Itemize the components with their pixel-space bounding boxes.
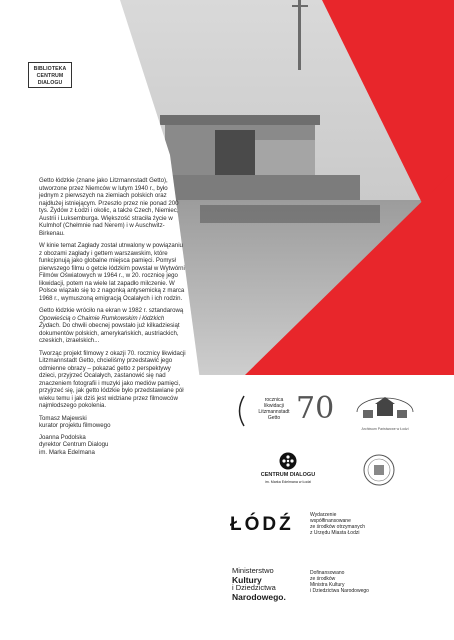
- lodz-logo: [230, 514, 294, 544]
- signature-role: im. Marka Edelmana: [39, 448, 95, 456]
- signature-1: [39, 415, 187, 430]
- logo-line-2: CENTRUM: [36, 73, 64, 79]
- seal-logo: [363, 454, 395, 489]
- sponsor-logos: [230, 392, 430, 612]
- signature-2: [39, 434, 187, 457]
- anniversary-text: rocznica likwidacji Litzmannstadt Getto: [258, 397, 290, 421]
- paragraph-1: Getto łódzkie (znane jako Litzmannstadt Getto), utworzone przez Niemców w lutym 1940 r., było jednym z pierwszych na ziemiach polskich oraz najdłużej istniejącym. Przeszło przez nie ponad 200 tys. Żydów z Łodzi i okolic, a także Czech, Niemiec, Austrii i Luksemburga. Większość straciła życie w Kulmhof (Chełmnie nad Nerem) i w Auschwitz-Birkenau.: [39, 177, 179, 237]
- archive-emblem-icon: [355, 394, 415, 424]
- lodz-funding-text: Wydarzenie współfinansowane ze środków otrzymanych z Urzędu Miasta Łodzi: [310, 512, 366, 536]
- centrum-dialogu-name: CENTRUM DIALOGU: [260, 472, 316, 478]
- centrum-dialogu-logo: [248, 452, 328, 485]
- flower-icon: [279, 452, 297, 470]
- anniversary-logo: [232, 391, 335, 432]
- centrum-dialogu-sub: im. Marka Edelmana w Łodzi: [264, 479, 312, 484]
- library-logo: [28, 62, 72, 88]
- signature-role: dyrektor Centrum Dialogu: [39, 441, 109, 448]
- ministry-logo: Ministerstwo Kultury i Dziedzictwa Narodowego.: [232, 566, 286, 602]
- logo-line-3: DIALOGU: [37, 80, 63, 86]
- lodz-wordmark: ŁÓDŹ: [230, 514, 294, 535]
- signature-name: Joanna Podolska: [39, 433, 86, 441]
- signature-name: Tomasz Majewski: [39, 414, 87, 422]
- archive-caption: Archiwum Państwowe w Łodzi: [361, 426, 409, 431]
- seal-icon: [363, 454, 395, 486]
- archive-logo: [355, 394, 415, 430]
- logo-line-1: BIBLIOTEKA: [33, 66, 67, 72]
- body-text: [39, 177, 187, 456]
- film-title: Opowieścią o Chaimie Rumkowskim i łódzkich Żydach: [39, 314, 165, 329]
- anniversary-number: 70: [296, 391, 335, 426]
- ministry-funding-text: Dofinansowano ze środków Ministra Kultury i Dziedzictwa Narodowego: [310, 570, 369, 594]
- paragraph-3: Getto łódzkie wróciło na ekran w 1982 r. sztandarową Opowieścią o Chaimie Rumkowskim i łódzkich Żydach. Do chwili obecnej powstało już kilkadziesiąt dokumentów polskich, amerykańskich, austriackich, czeskich, izraelskich...: [39, 307, 184, 344]
- paragraph-2: W kinie temat Zagłady został utrwalony w powiązaniu z obozami zagłady i gettem warszawskim, które funkcjonują jako globalne miejsca pamięci. Pomysł pierwszego filmu o getcie łódzkim powstał w Wytwórni Filmów Oświatowych w 1964 r., w 20. rocznicę jego likwidacji, potem na wiele lat zapadło milczenie. W Polsce wiązało się to z nagonką antysemicką z marca 1968 r., wymuszoną emigracją Ocalałych i ich rodzin.: [39, 242, 185, 302]
- paragraph-4: Tworząc projekt filmowy z okazji 70. rocznicy likwidacji Litzmannstadt Getto, chcieliśmy przedstawić jego odmienne obrazy – pokazać getto z perspektywy dzieci, przyjrzeć Ocalałych, zastanowić się nad znaczeniem fotografii i muzyki jako mediów pamięci, przyjrzeć się, jak getto łódzkie było przedstawiane pół wieku temu i jak dziś jest widziane przez filmowców najmłodszego pokolenia.: [39, 349, 186, 409]
- signature-role: kurator projektu filmowego: [39, 422, 111, 429]
- bracket-icon: [232, 394, 248, 428]
